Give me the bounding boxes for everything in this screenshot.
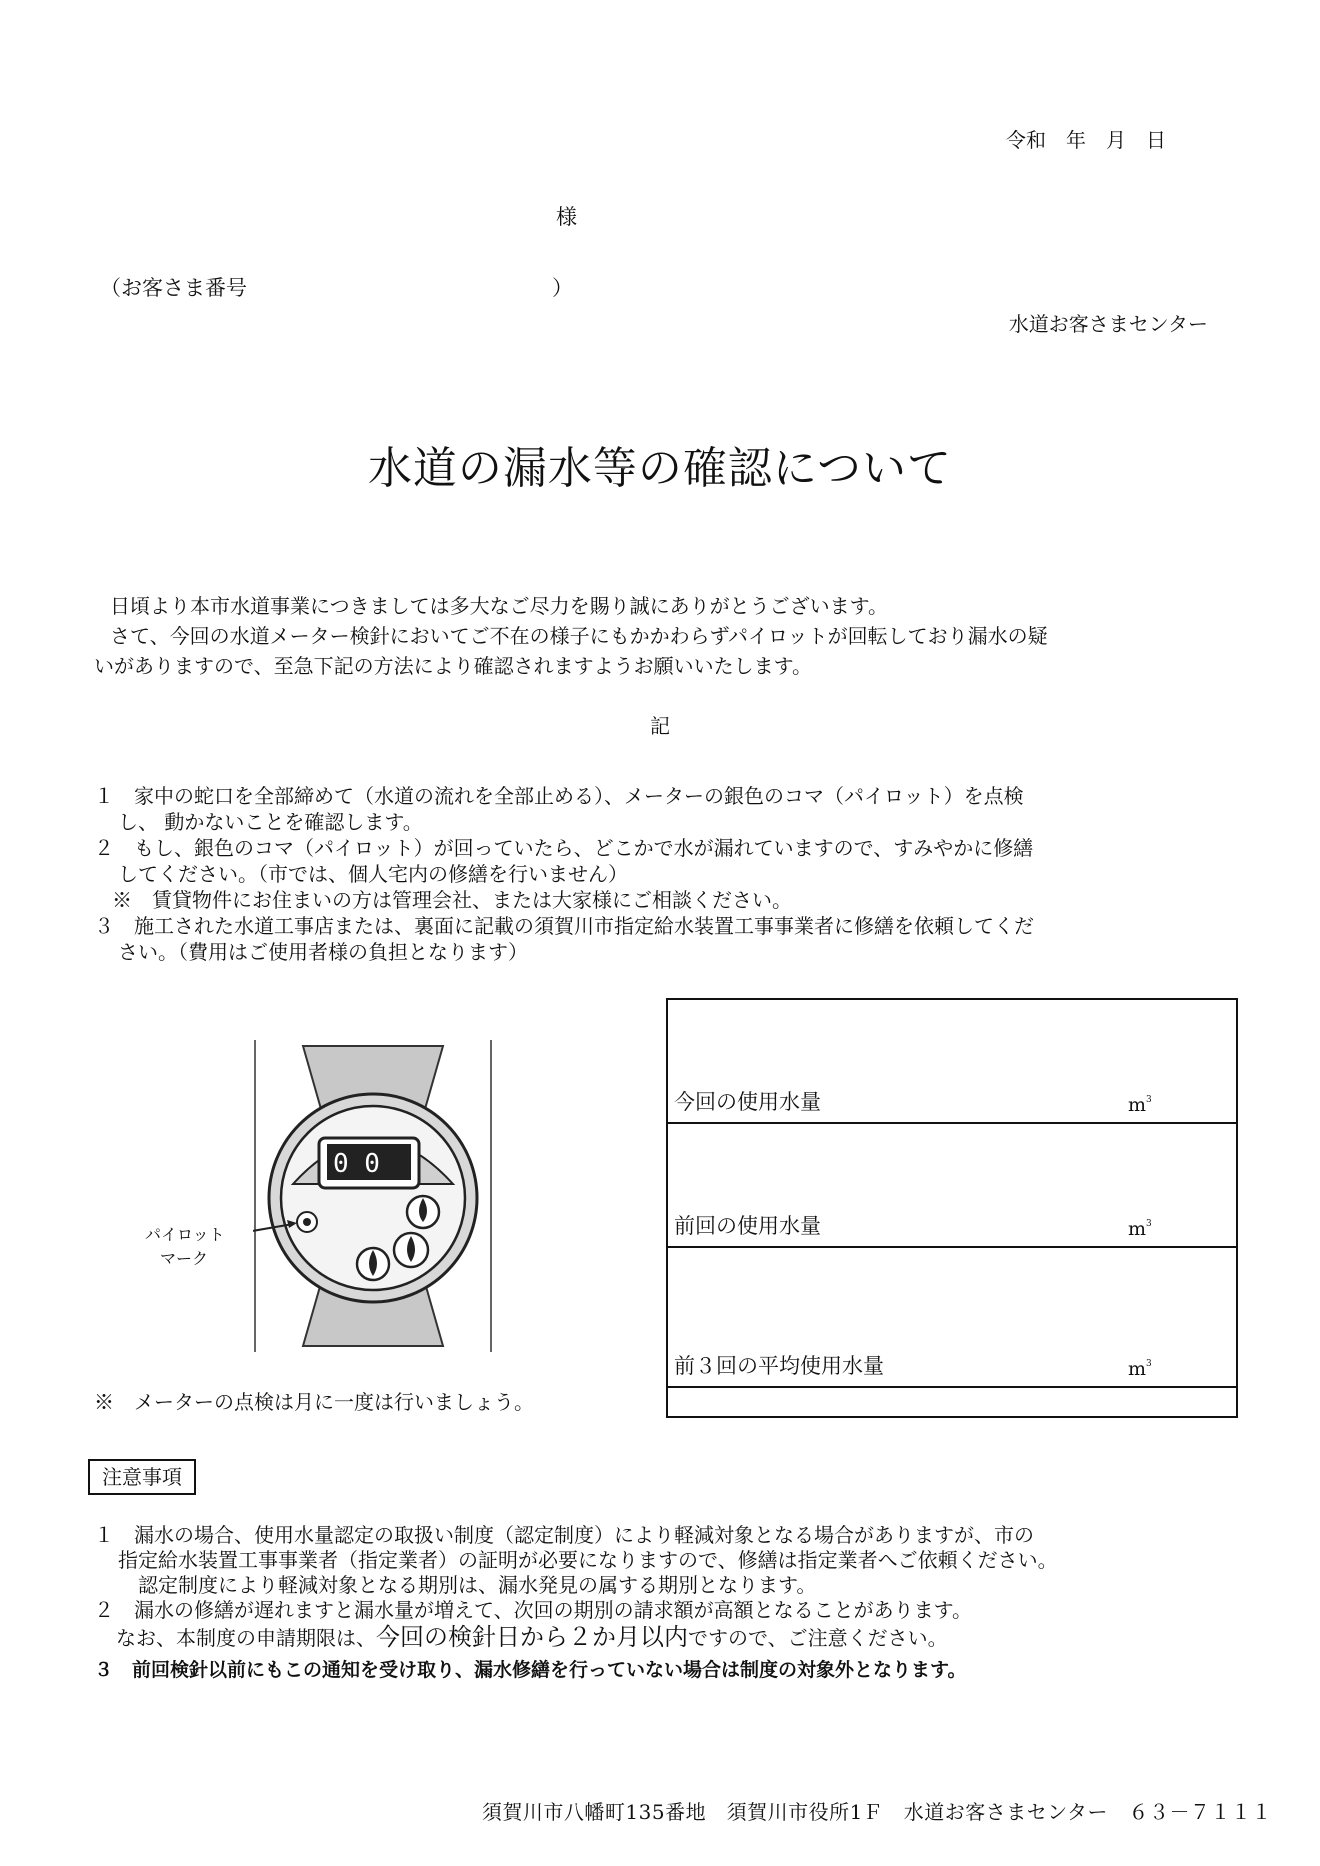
step-2-note: ※ 賃貸物件にお住まいの方は管理会社、または大家様にご相談ください。 <box>112 888 792 912</box>
row-label: 前回の使用水量 <box>674 1214 821 1238</box>
note-3: ３ 前回検針以前にもこの通知を受け取り、漏水修繕を行っていない場合は制度の対象外となります。 <box>94 1659 967 1681</box>
table-row <box>668 1000 1236 1124</box>
unit: $m^3$ <box>1128 1218 1152 1240</box>
table-row <box>668 1124 1236 1248</box>
customer-number-close: ） <box>552 276 573 300</box>
intro-line: いがありますので、至急下記の方法により確認されますようお願いいたします。 <box>94 654 812 678</box>
unit: $m^3$ <box>1128 1094 1152 1116</box>
note-1-cont: 指定給水装置工事事業者（指定業者）の証明が必要になりますので、修繕は指定業者へご依頼ください。 <box>118 1548 1058 1572</box>
intro-line: さて、今回の水道メーター検針においてご不在の様子にもかかわらずパイロットが回転しており漏水の疑 <box>110 624 1048 648</box>
unit: $m^3$ <box>1128 1358 1152 1380</box>
usage-table <box>666 998 1238 1418</box>
row-label: 前３回の平均使用水量 <box>674 1354 884 1378</box>
meter-note: ※ メーターの点検は月に一度は行いましょう。 <box>94 1390 534 1414</box>
step-2-cont: してください。（市では、個人宅内の修繕を行いません） <box>118 862 628 886</box>
step-3-cont: さい。（費用はご使用者様の負担となります） <box>118 940 528 964</box>
note-1-cont: 認定制度により軽減対象となる期別は、漏水発見の属する期別となります。 <box>138 1573 817 1597</box>
intro-line: 日頃より本市水道事業につきましては多大なご尽力を賜り誠にありがとうございます。 <box>110 594 888 618</box>
recipient-suffix: 様 <box>556 205 577 229</box>
step-3: ３ 施工された水道工事店または、裏面に記載の須賀川市指定給水装置工事事業者に修繕を依頼してくだ <box>94 914 1034 938</box>
pilot-mark-label: マーク <box>160 1249 209 1268</box>
customer-number-label: （お客さま番号 <box>100 276 247 300</box>
table-row <box>668 1248 1236 1388</box>
note-2: ２ 漏水の修繕が遅れますと漏水量が増えて、次回の期別の請求額が高額となることがあります。 <box>94 1598 972 1622</box>
sender: 水道お客さまセンター <box>1008 312 1208 336</box>
deadline-emphasis: 今回の検針日から２か月以内 <box>376 1623 688 1651</box>
notes-heading: 注意事項 <box>88 1459 196 1495</box>
row-label: 今回の使用水量 <box>674 1090 821 1114</box>
date-line: 令和 年 月 日 <box>1006 128 1166 152</box>
water-meter-illustration <box>253 1036 493 1356</box>
step-1-cont: し、 動かないことを確認します。 <box>118 810 423 834</box>
note-1: １ 漏水の場合、使用水量認定の取扱い制度（認定制度）により軽減対象となる場合がありますが、市の <box>94 1523 1034 1547</box>
step-1: １ 家中の蛇口を全部締めて（水道の流れを全部止める）、メーターの銀色のコマ（パイロット）を点検 <box>94 784 1024 808</box>
ki-heading: 記 <box>650 714 670 738</box>
note-2-deadline: なお、本制度の申請期限は、今回の検針日から２か月以内ですので、ご注意ください。 <box>116 1623 948 1651</box>
page-title: 水道の漏水等の確認について <box>367 443 953 494</box>
meter-reading: 0 0 <box>333 1149 380 1179</box>
footer-address: 須賀川市八幡町135番地 須賀川市役所1Ｆ 水道お客さまセンター ６３－７１１１ <box>481 1800 1272 1824</box>
pilot-mark-label: パイロット <box>145 1225 225 1244</box>
step-2: ２ もし、銀色のコマ（パイロット）が回っていたら、どこかで水が漏れていますので、すみやかに修繕 <box>94 836 1034 860</box>
